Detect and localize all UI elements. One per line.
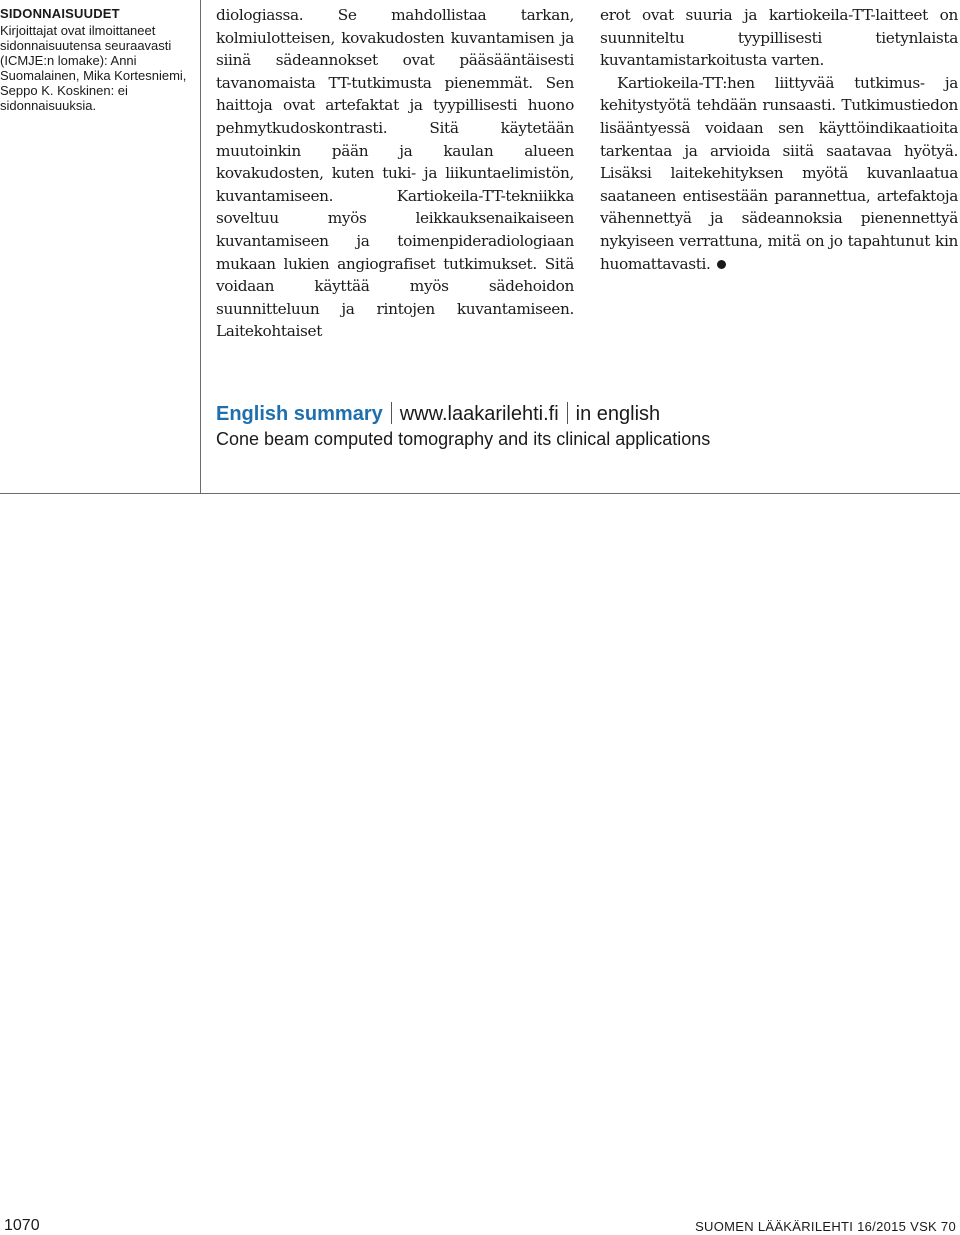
page-number: 1070 [4,1217,40,1234]
article-column-2 [600,4,958,275]
journal-footer: SUOMEN LÄÄKÄRILEHTI 16/2015 VSK 70 [695,1219,956,1234]
column2-paragraph-2-text: Kartiokeila-TT:hen liittyvää tutkimus- ja kehitystyötä tehdään runsaasti. Tutkimustiedon lisääntyessä voidaan sen käyttöindikaatioita tarkentaa ja arvioida siitä saatavaa hyötyä. Lisäksi laitekehityksen myötä kuvanlaatua saataneen entisestään parannettua, artefaktoja vähennettyä ja sädeannoksia pienennettyä nykyiseen verrattuna, mitä on jo tapahtunut kin huomattavasti. [600,73,958,273]
summary-url-link[interactable]: www.laakarilehti.fi [399,403,559,425]
english-summary-label: English summary [216,403,383,425]
horizontal-divider [0,493,960,494]
english-summary-title: Cone beam computed tomography and its clinical applications [216,429,711,449]
disclosures-text: Kirjoittajat ovat ilmoittaneet sidonnaisuutensa seuraavasti (ICMJE:n lomake): Anni Suomalainen, Mika Kortesniemi, Seppo K. Koskinen: ei sidonnaisuuksia. [0,23,187,113]
summary-language: in english [575,403,661,425]
column2-paragraph-2 [600,72,958,275]
column2-paragraph-1: erot ovat suuria ja kartiokeila-TT-laitteet on suunniteltu tyypillisesti tietynlaista kuvantamistarkoitusta varten. [600,6,958,70]
vertical-divider [200,0,201,494]
article-column-1 [216,4,574,343]
english-summary-block [216,401,710,451]
summary-separator [391,402,392,424]
column1-paragraph: diologiassa. Se mahdollistaa tarkan, kolmiulotteisen, kovakudosten kuvantamisen ja siinä sädeannokset ovat pääsääntäisesti tavanomaista TT-tutkimusta pienemmät. Sen haittoja ovat artefaktat ja tyypillisesti huono pehmytkudoskontrasti. Sitä käytetään muutoinkin pään ja kaulan alueen kovakudosten, kuten tuki- ja liikuntaelimistön, kuvantamiseen. Kartiokeila-TT-tekniikka soveltuu myös leikkauksenaikaiseen kuvantamiseen ja toimenpideradiologiaan mukaan lukien angiografiset tutkimukset. Sitä voidaan käyttää myös sädehoidon suunnitteluun ja rintojen kuvantamiseen. Laitekohtaiset [216,6,574,341]
summary-separator [567,402,568,424]
end-of-article-bullet-icon [717,260,726,269]
disclosures-sidebar [0,6,192,113]
disclosures-heading: SIDONNAISUUDET [0,6,120,21]
